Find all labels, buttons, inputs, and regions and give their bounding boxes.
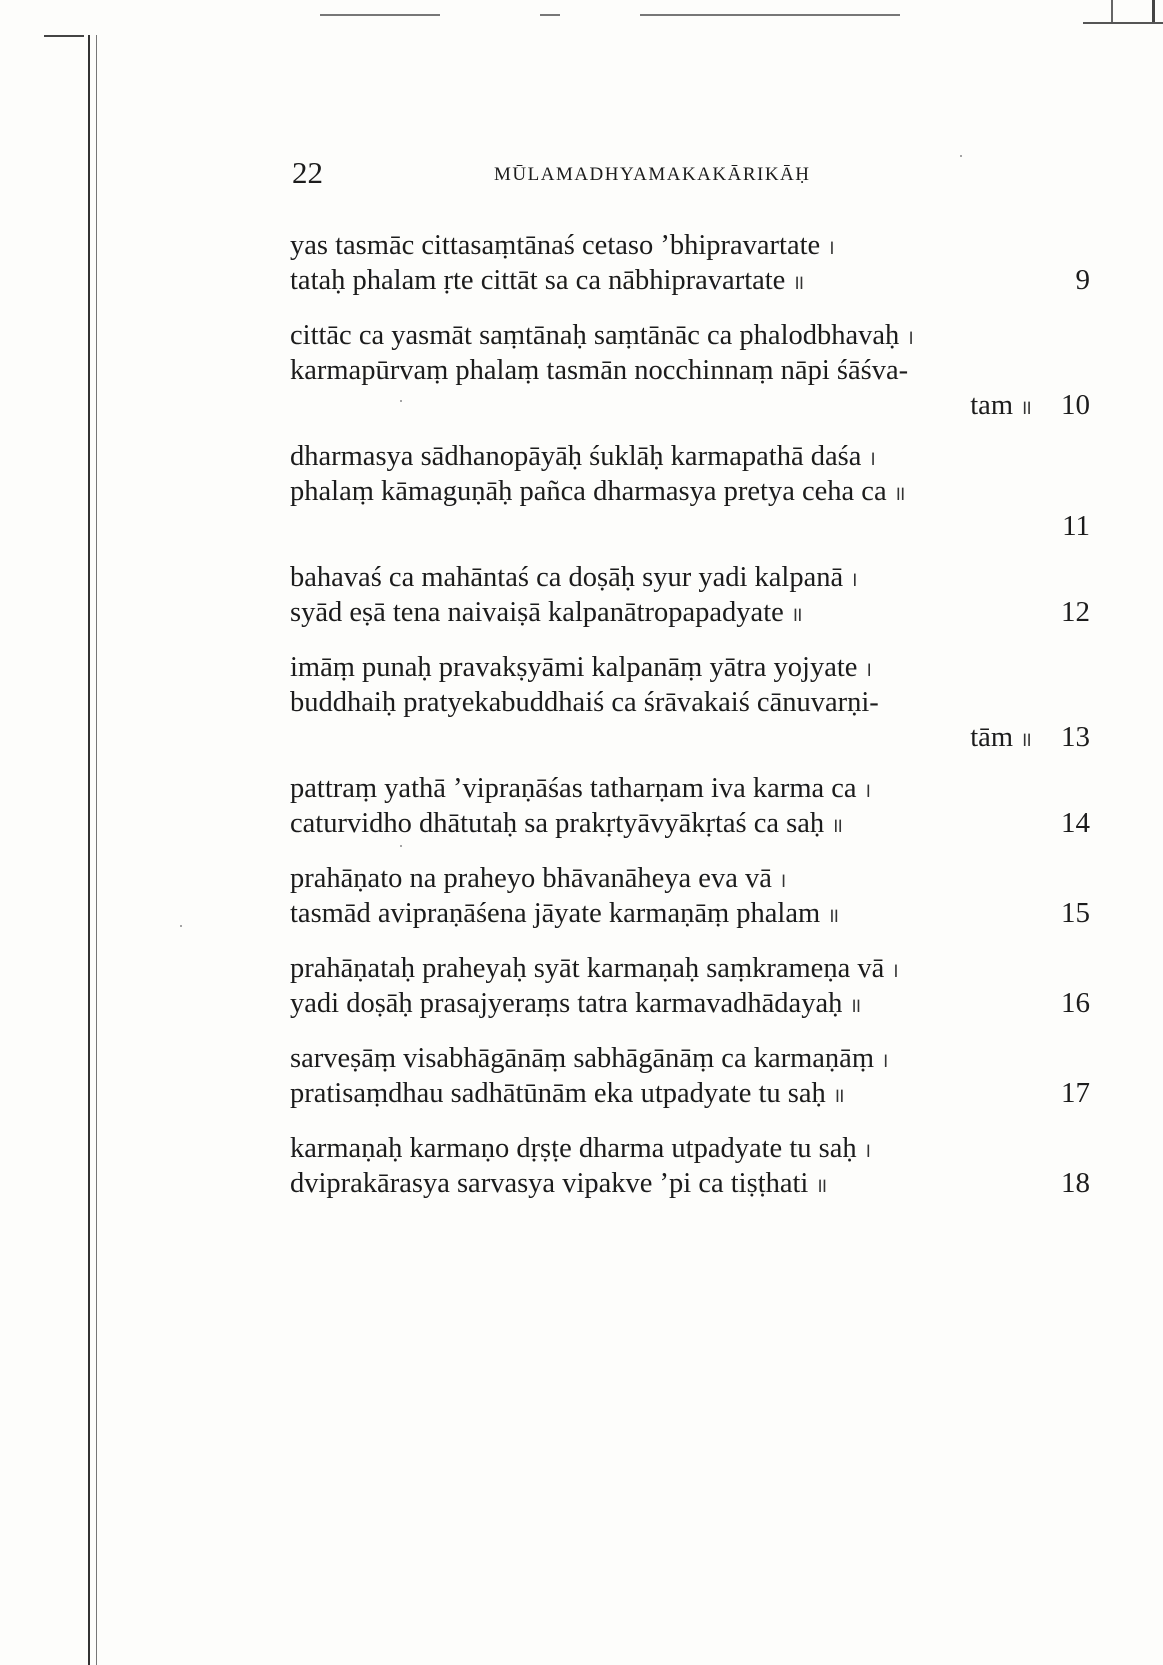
danda-mark: । bbox=[864, 659, 873, 681]
double-danda-mark: ॥ bbox=[849, 995, 862, 1017]
verse-number: 10 bbox=[1061, 389, 1090, 421]
double-danda-mark: ॥ bbox=[831, 815, 844, 837]
double-danda-mark: ॥ bbox=[790, 604, 803, 626]
verse-number: 18 bbox=[1061, 1167, 1090, 1199]
danda-mark: । bbox=[863, 1140, 872, 1162]
danda-mark: । bbox=[881, 1050, 889, 1072]
double-danda-mark: ॥ bbox=[1020, 729, 1032, 751]
verse-number: 17 bbox=[1061, 1077, 1090, 1109]
verse-number: 14 bbox=[1061, 807, 1090, 839]
danda-mark: । bbox=[891, 960, 899, 982]
verse-line: yas tasmāc cittasaṃtānaś cetaso ’bhipravartate । bbox=[290, 230, 835, 261]
verse-number-row bbox=[290, 509, 1090, 544]
verse-13 bbox=[290, 650, 1090, 755]
scan-top-edge bbox=[0, 0, 1163, 26]
verse-15 bbox=[290, 861, 1090, 931]
verse-line: phalaṃ kāmaguṇāḥ pañca dharmasya pretya ceha ca ॥ bbox=[290, 476, 906, 507]
verse-line: yadi doṣāḥ prasajyeraṃs tatra karmavadhādayaḥ ॥ 16 bbox=[290, 987, 1090, 1019]
double-danda-mark: ॥ bbox=[893, 483, 906, 505]
verse-line: tasmād avipraṇāśena jāyate karmaṇāṃ phalam ॥ 15 bbox=[290, 897, 1090, 929]
verse-number: 15 bbox=[1061, 897, 1090, 929]
verse-line: karmapūrvaṃ phalaṃ tasmān nocchinnaṃ nāpi śāśva- bbox=[290, 355, 909, 386]
verse-line: buddhaiḥ pratyekabuddhaiś ca śrāvakaiś cānuvarṇi- bbox=[290, 687, 879, 718]
verse-line: pratisaṃdhau sadhātūnām eka utpadyate tu saḥ ॥ 17 bbox=[290, 1077, 1090, 1109]
verse-line: caturvidho dhātutaḥ sa prakṛtyāvyākṛtaś ca saḥ ॥ 14 bbox=[290, 807, 1090, 839]
double-danda-mark: ॥ bbox=[832, 1085, 845, 1107]
danda-mark: । bbox=[868, 448, 876, 470]
page-number: 22 bbox=[292, 155, 323, 190]
verse-9 bbox=[290, 228, 1090, 298]
verse-number: 13 bbox=[1061, 721, 1090, 753]
page-header bbox=[292, 155, 892, 195]
double-danda-mark: ॥ bbox=[827, 905, 840, 927]
verse-12 bbox=[290, 560, 1090, 630]
running-title: MŪLAMADHYAMAKAKĀRIKĀḤ bbox=[494, 164, 811, 185]
danda-mark: । bbox=[827, 237, 835, 259]
danda-mark: । bbox=[778, 870, 787, 892]
verse-line: tataḥ phalam ṛte cittāt sa ca nābhipravartate ॥ 9 bbox=[290, 264, 1090, 296]
verse-line: dharmasya sādhanopāyāḥ śuklāḥ karmapathā daśa । bbox=[290, 441, 876, 472]
verse-14 bbox=[290, 771, 1090, 841]
verse-number: 12 bbox=[1061, 596, 1090, 628]
verse-number: 9 bbox=[1075, 264, 1090, 296]
verse-line: syād eṣā tena naivaiṣā kalpanātropapadyate ॥ 12 bbox=[290, 596, 1090, 628]
verse-line: imāṃ punaḥ pravakṣyāmi kalpanāṃ yātra yojyate । bbox=[290, 652, 873, 683]
verse-line: dviprakārasya sarvasya vipakve ’pi ca tiṣṭhati ॥ 18 bbox=[290, 1167, 1090, 1199]
double-danda-mark: ॥ bbox=[1020, 397, 1032, 419]
verse-line: prahāṇato na praheyo bhāvanāheya eva vā । bbox=[290, 863, 787, 894]
verse-number: 16 bbox=[1061, 987, 1090, 1019]
verse-line: cittāc ca yasmāt saṃtānaḥ saṃtānāc ca phalodbhavaḥ । bbox=[290, 320, 914, 351]
verse-18 bbox=[290, 1131, 1090, 1201]
double-danda-mark: ॥ bbox=[815, 1175, 828, 1197]
verse-line: pattraṃ yathā ’vipraṇāśas tatharṇam iva karma ca । bbox=[290, 773, 872, 804]
scan-corner-mark bbox=[1083, 0, 1163, 26]
double-danda-mark: ॥ bbox=[792, 272, 805, 294]
danda-mark: । bbox=[863, 780, 872, 802]
verse-11 bbox=[290, 439, 1090, 544]
verse-line: karmaṇaḥ karmaṇo dṛṣṭe dharma utpadyate tu saḥ । bbox=[290, 1133, 872, 1164]
verse-line: bahavaś ca mahāntaś ca doṣāḥ syur yadi kalpanā । bbox=[290, 562, 858, 593]
verse-line: prahāṇataḥ praheyaḥ syāt karmaṇaḥ saṃkrameṇa vā । bbox=[290, 953, 899, 984]
verse-continuation: tām ॥ 13 bbox=[970, 721, 1090, 753]
verse-list bbox=[290, 228, 1090, 1201]
danda-mark: । bbox=[906, 327, 914, 349]
verse-number: 11 bbox=[1062, 510, 1090, 542]
verse-17 bbox=[290, 1041, 1090, 1111]
verse-continuation: tam ॥ 10 bbox=[970, 389, 1090, 421]
verse-line: sarveṣāṃ visabhāgānāṃ sabhāgānāṃ ca karmaṇāṃ । bbox=[290, 1043, 889, 1074]
verse-10 bbox=[290, 318, 1090, 423]
scan-binding-edge bbox=[82, 35, 106, 1665]
danda-mark: । bbox=[850, 569, 858, 591]
verse-16 bbox=[290, 951, 1090, 1021]
